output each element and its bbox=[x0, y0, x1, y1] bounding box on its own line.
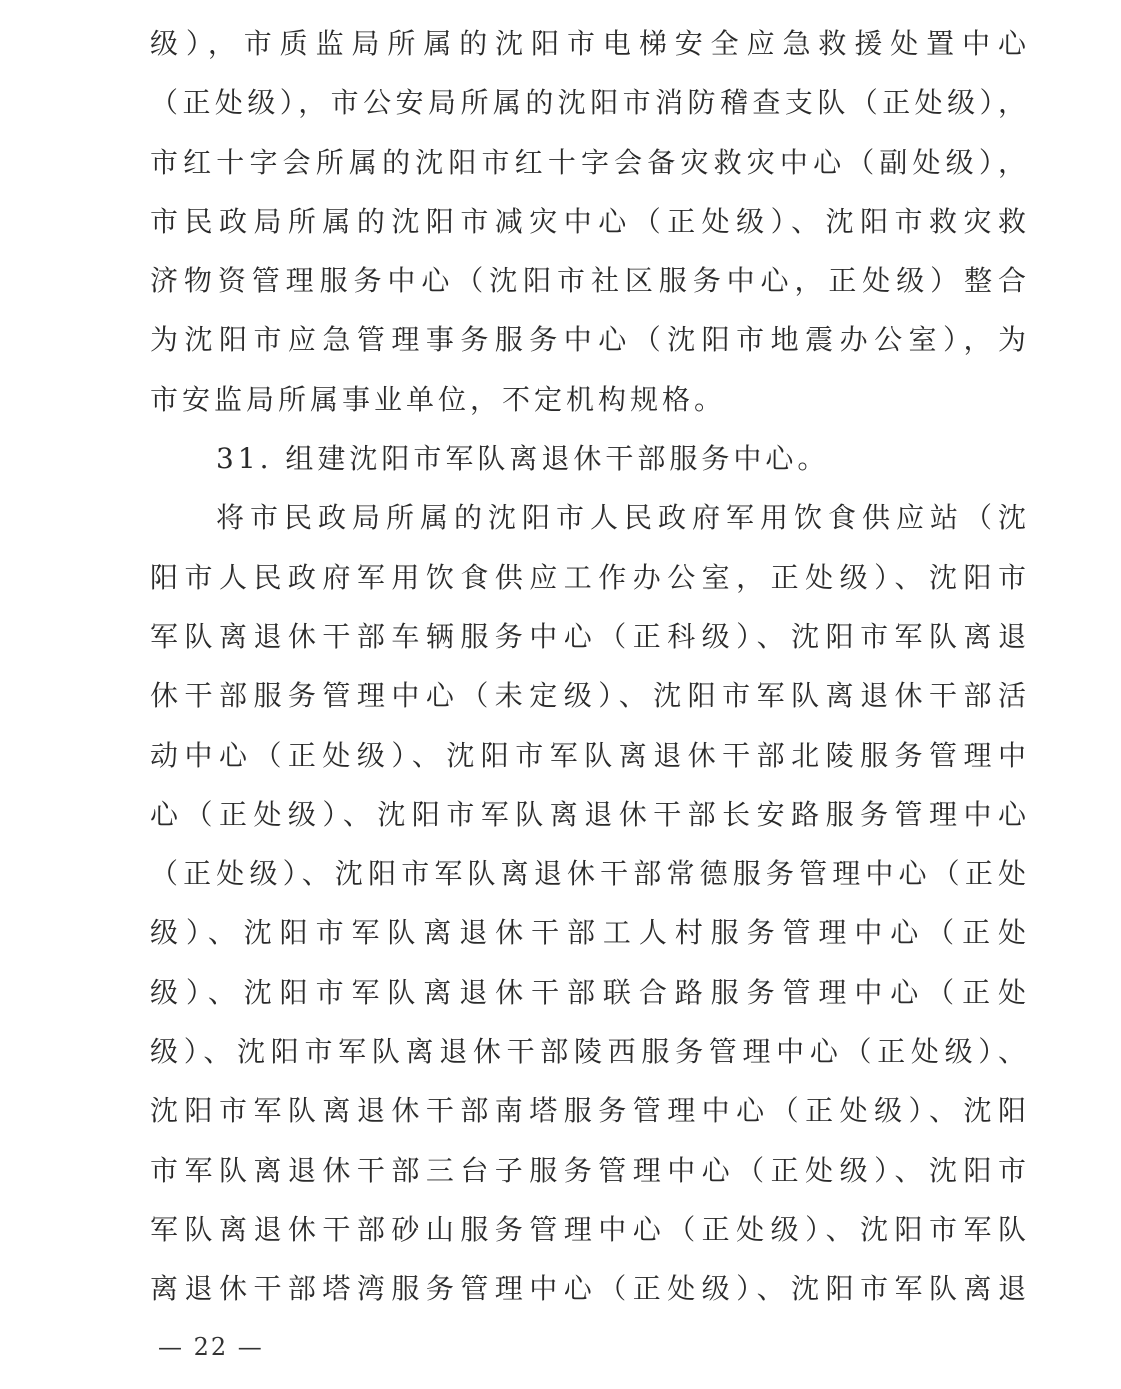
text-line: 级），市质监局所属的沈阳市电梯安全应急救援处置中心 bbox=[150, 27, 1030, 60]
body-text bbox=[150, 14, 1030, 1319]
text-line: 休干部服务管理中心（未定级）、沈阳市军队离退休干部活 bbox=[150, 679, 1030, 713]
text-line: 离退休干部塔湾服务管理中心（正处级）、沈阳市军队离退 bbox=[150, 1272, 1030, 1306]
text-line: 市民政局所属的沈阳市减灾中心（正处级）、沈阳市救灾救 bbox=[150, 204, 1030, 238]
section-heading: 31. 组建沈阳市军队离退休干部服务中心。 bbox=[216, 442, 830, 476]
text-line: 市军队离退休干部三台子服务管理中心（正处级）、沈阳市 bbox=[150, 1153, 1030, 1187]
text-line: （正处级）、沈阳市军队离退休干部常德服务管理中心（正处 bbox=[150, 857, 1030, 891]
text-line: 级）、沈阳市军队离退休干部工人村服务管理中心（正处 bbox=[150, 916, 1030, 950]
text-line: 阳市人民政府军用饮食供应工作办公室，正处级）、沈阳市 bbox=[150, 560, 1030, 594]
text-line: 军队离退休干部砂山服务管理中心（正处级）、沈阳市军队 bbox=[150, 1212, 1030, 1246]
text-line: 心（正处级）、沈阳市军队离退休干部长安路服务管理中心 bbox=[150, 797, 1030, 831]
text-line: 济物资管理服务中心（沈阳市社区服务中心，正处级）整合 bbox=[150, 264, 1030, 298]
text-line: （正处级），市公安局所属的沈阳市消防稽查支队（正处级）， bbox=[150, 86, 1030, 120]
text-line: 市红十字会所属的沈阳市红十字会备灾救灾中心（副处级）， bbox=[150, 145, 1030, 179]
text-line: 将市民政局所属的沈阳市人民政府军用饮食供应站（沈 bbox=[216, 501, 1030, 535]
text-line: 级）、沈阳市军队离退休干部联合路服务管理中心（正处 bbox=[150, 975, 1030, 1009]
text-line: 为沈阳市应急管理事务服务中心（沈阳市地震办公室），为 bbox=[150, 323, 1030, 357]
text-line: 市安监局所属事业单位，不定机构规格。 bbox=[150, 382, 727, 416]
text-line: 沈阳市军队离退休干部南塔服务管理中心（正处级）、沈阳 bbox=[150, 1094, 1030, 1128]
text-line: 动中心（正处级）、沈阳市军队离退休干部北陵服务管理中 bbox=[150, 738, 1030, 772]
page-number: — 22 — bbox=[158, 1333, 264, 1361]
text-line: 级）、沈阳市军队离退休干部陵西服务管理中心（正处级）、 bbox=[150, 1035, 1030, 1069]
text-line: 军队离退休干部车辆服务中心（正科级）、沈阳市军队离退 bbox=[150, 619, 1030, 653]
